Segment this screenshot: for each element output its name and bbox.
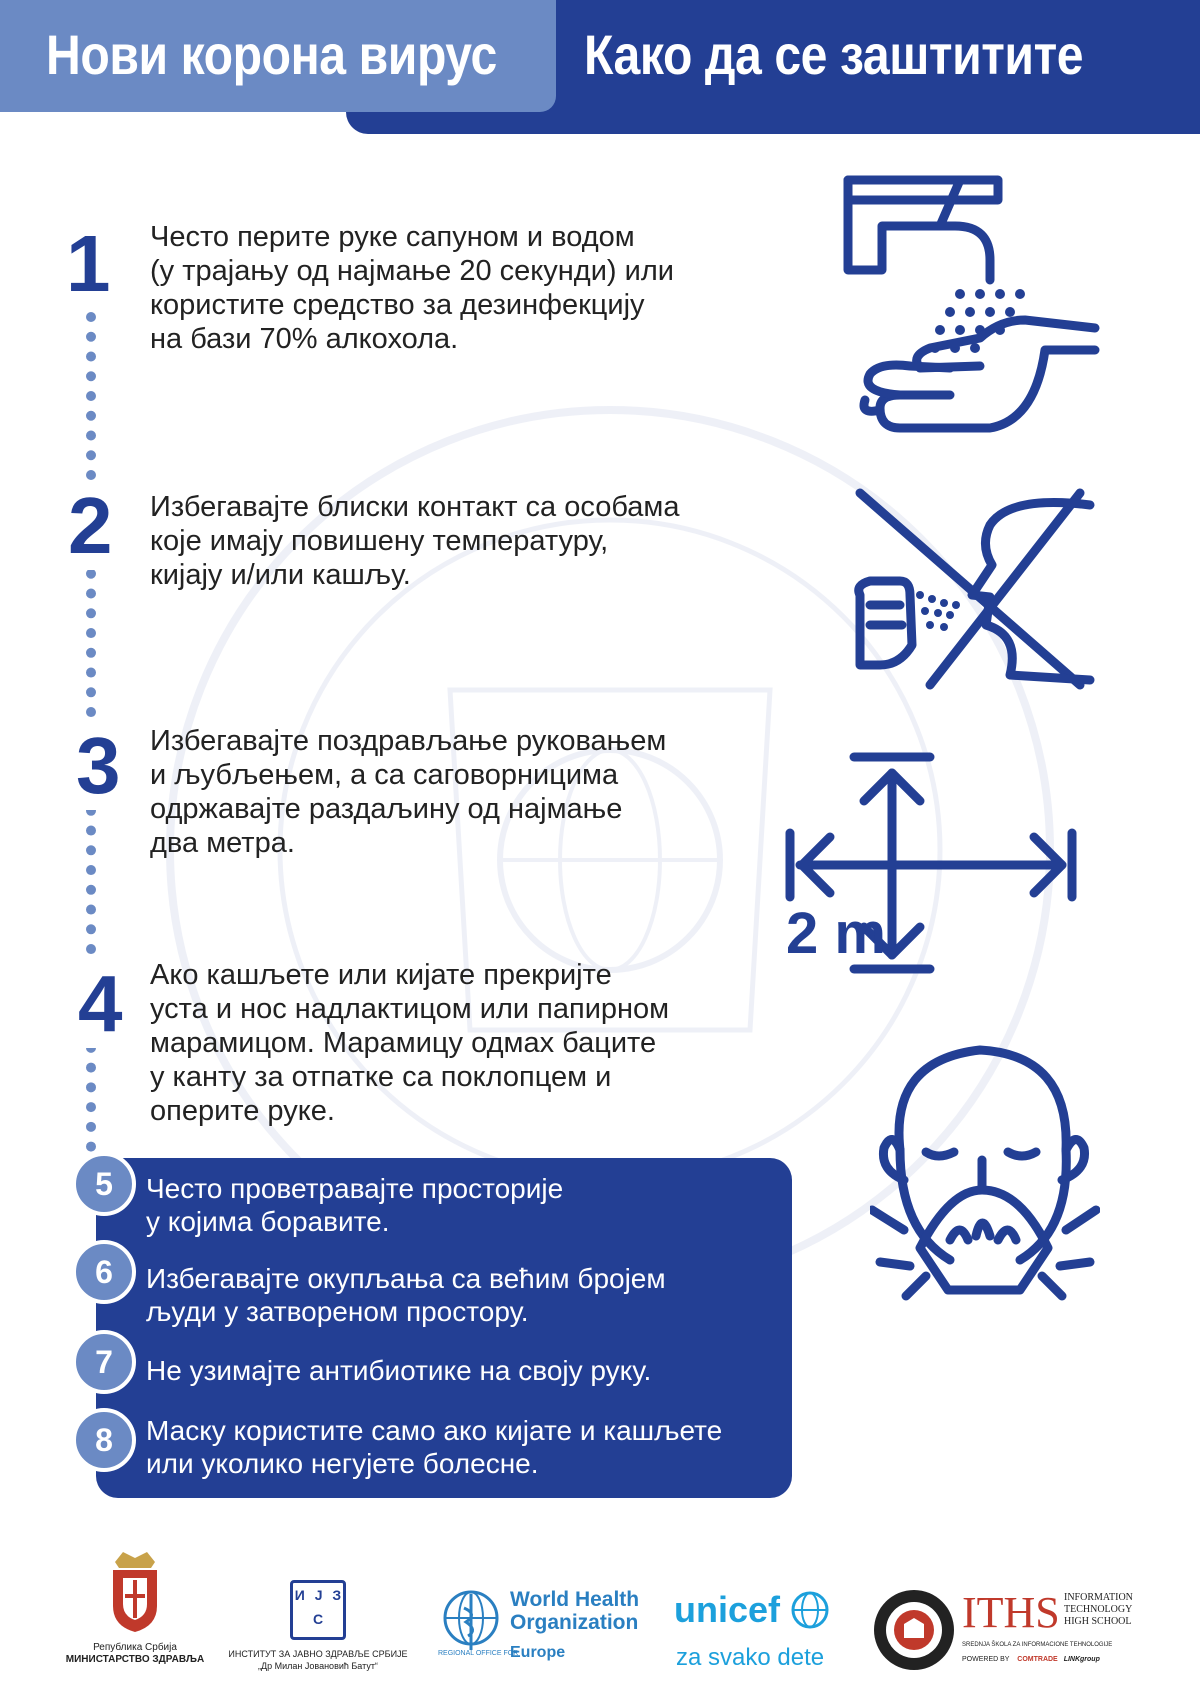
who-logo (438, 1588, 638, 1668)
header-title-right: Како да се заштитите (584, 23, 1084, 86)
no-close-contact-icon (840, 485, 1100, 700)
iths-partner1: COMTRADE (1017, 1656, 1058, 1663)
step-text-4: Ако кашљете или кијате прекријте уста и нос надлактицом или папирном марамицом. Марамицу одмах баците у канту за отпатке са поклопцем и оперите руке. (150, 959, 670, 1127)
who-region: Europe (510, 1644, 566, 1661)
tip-text-8: Маску користите само ако кијате и кашљете или уколико негујете болесне. (146, 1415, 723, 1479)
step-number-3: 3 (76, 721, 121, 810)
institute-mark: И Ј З С (290, 1580, 346, 1640)
header-title-left: Нови корона вирус (46, 23, 497, 86)
institute-logo (228, 1580, 408, 1672)
ministry-line2: МИНИСТАРСТВО ЗДРАВЉА (65, 1654, 205, 1665)
institute-line1: ИНСТИТУТ ЗА ЈАВНО ЗДРАВЉЕ СРБИЈЕ (228, 1649, 408, 1659)
iths-powered: POWERED BY (962, 1656, 1010, 1663)
serbia-coat-of-arms-icon (105, 1548, 165, 1634)
tip-text-5: Често проветравајте просторије у којима боравите. (146, 1173, 564, 1237)
step-number-1: 1 (66, 219, 111, 308)
who-small: REGIONAL OFFICE FOR (438, 1650, 519, 1657)
iths-line3: HIGH SCHOOL (1064, 1616, 1132, 1627)
unicef-logo (672, 1590, 842, 1680)
step-number-2: 2 (68, 481, 113, 570)
unicef-tagline: za svako dete (676, 1644, 825, 1671)
who-emblem-icon (438, 1588, 504, 1654)
ministry-logo (60, 1548, 210, 1666)
tip-text-6: Избегавајте окупљања са већим бројем људи у затвореном простору. (146, 1263, 666, 1327)
tip-number-5: 5 (72, 1152, 136, 1216)
institute-line2: „Др Милан Јовановић Батут“ (258, 1661, 378, 1671)
step-number-4: 4 (78, 959, 123, 1048)
iths-seal-icon (872, 1588, 956, 1672)
distance-label: 2 m (786, 901, 886, 966)
iths-subtitle: SREDNJA ŠKOLA ZA INFORMACIONE TEHNOLOGIJE (962, 1642, 1113, 1648)
tip-text-7: Не узимајте антибиотике на своју руку. (146, 1355, 652, 1386)
handwashing-icon (840, 170, 1100, 440)
sneeze-mask-icon (870, 1040, 1100, 1310)
who-line2: Organization (510, 1611, 639, 1634)
step-text-1: Често перите руке сапуном и водом (у трајању од најмање 20 секунди) или користите средство за дезинфекцију на бази 70% алкохола. (150, 221, 674, 355)
ministry-line1: Република Србија (93, 1642, 177, 1653)
tip-number-7: 7 (72, 1330, 136, 1394)
iths-line2: TECHNOLOGY (1064, 1604, 1133, 1615)
tip-number-8: 8 (72, 1408, 136, 1472)
iths-line1: INFORMATION (1064, 1592, 1133, 1603)
who-line1: World Health (510, 1588, 640, 1611)
iths-logo (872, 1588, 1142, 1678)
step-text-3: Избегавајте поздрављање руковањем и љубљењем, а са саговорницима одржавајте раздаљину од најмање два метра. (150, 725, 667, 859)
unicef-emblem-icon (790, 1590, 830, 1630)
tip-number-6: 6 (72, 1240, 136, 1304)
step-text-2: Избегавајте блиски контакт са особама које имају повишену температуру, кијају и/или кашљу. (150, 491, 680, 591)
iths-name: ITHS (962, 1588, 1060, 1637)
unicef-name: unicef (674, 1589, 781, 1630)
iths-partner2: LINKgroup (1063, 1656, 1100, 1663)
